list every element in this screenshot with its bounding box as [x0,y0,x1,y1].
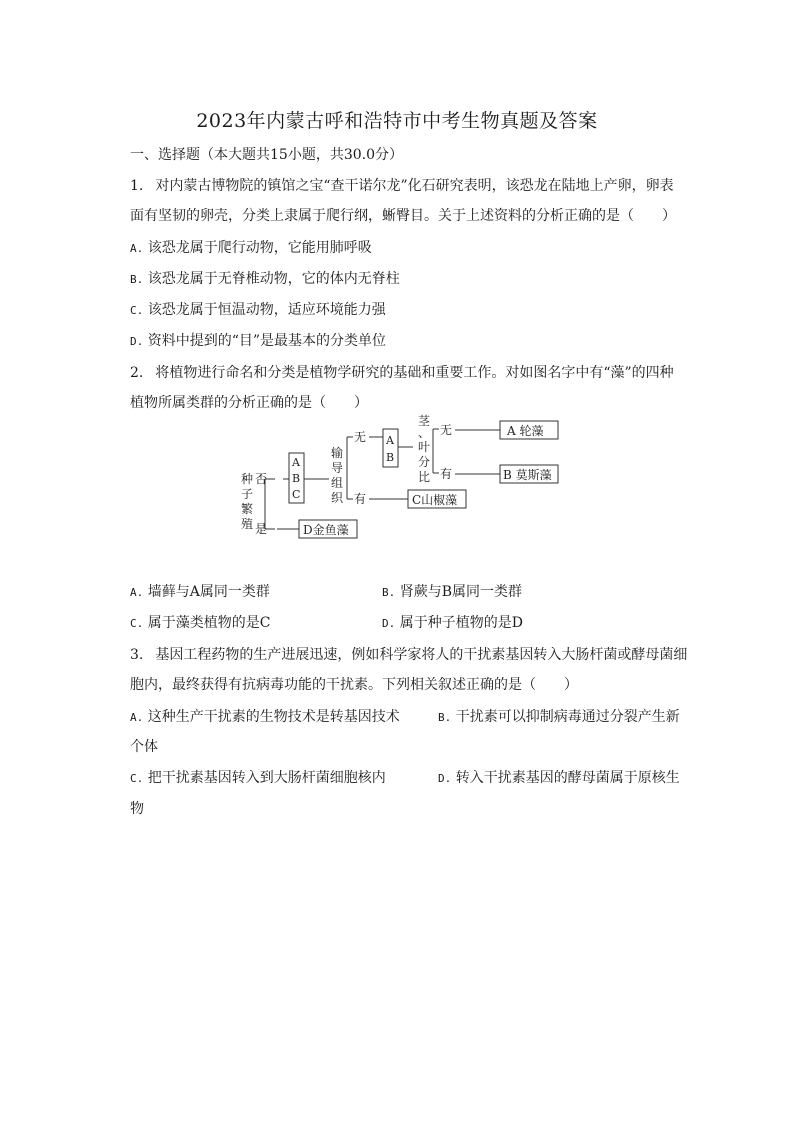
option-text: 转入干扰素基因的酵母菌属于原核生 [455,770,680,786]
q3-number: 3. [130,647,144,663]
diagram-tissue-char: 输 [331,446,344,460]
q2-number: 2. [130,365,144,381]
q2-option-b [382,583,522,602]
option-label: C. [130,772,144,785]
q1-number: 1. [130,178,144,194]
option-text: 属于种子植物的是D [399,615,523,631]
q2-option-d [382,614,523,633]
option-text: 肾蕨与B属同一类群 [399,584,522,600]
q2-stem-text: 将植物进行命名和分类是植物学研究的基础和重要工作。对如图名字中有“藻”的四种 [155,365,674,381]
diagram-leaf-b: B 莫斯藻 [503,468,552,482]
diagram-leaf-d: D金鱼藻 [303,523,349,537]
option-label: B. [382,586,396,599]
option-text: 该恐龙属于无脊椎动物，它的体内无脊柱 [147,271,400,287]
q3-option-d-continued: 物 [130,801,144,817]
q3-option-b-continued: 个体 [130,739,158,755]
q3-option-c [130,769,386,788]
diagram-root-char: 殖 [241,517,254,531]
q1-option-d [130,332,386,351]
diagram-box2-letter: A [386,434,394,447]
diagram-tissue-char: 织 [331,491,344,505]
q1-option-b [130,270,400,289]
q3-stem-line1 [130,646,687,664]
classification-diagram [225,413,565,543]
q2-stem-line1 [130,364,674,382]
diagram-yes-label: 是 [255,522,268,536]
q1-stem-line1 [130,177,674,195]
option-text: 把干扰素基因转入到大肠杆菌细胞核内 [147,770,386,786]
diagram-box1-letter: A [292,456,300,469]
diagram-box1-letter: C [292,488,301,501]
q3-option-a [130,708,400,727]
option-label: C. [130,617,144,630]
diagram-stemleaf-char: 茎 [418,414,431,428]
diagram-root-char: 种 [241,472,254,486]
option-text: 资料中提到的“目”是最基本的分类单位 [147,333,387,349]
diagram-box2-letter: B [386,451,395,464]
q2-option-a [130,583,270,602]
option-label: D. [438,772,452,785]
diagram-stemleaf-char: 、 [418,426,431,440]
q3-stem-text: 基因工程药物的生产进展迅速，例如科学家将人的干扰素基因转入大肠杆菌或酵母菌细 [155,647,688,663]
q1-stem-line2: 面有坚韧的卵壳，分类上隶属于爬行纲，蜥臀目。关于上述资料的分析正确的是（ ） [130,208,676,224]
option-text: 墙藓与A属同一类群 [147,584,270,600]
diagram-stemleaf-char: 分 [418,455,431,469]
diagram-you2-label: 有 [440,467,453,481]
option-label: B. [438,711,452,724]
option-label: A. [130,711,144,724]
option-text: 该恐龙属于恒温动物，适应环境能力强 [147,302,386,318]
q1-option-c [130,301,386,320]
diagram-leaf-c: C山椒藻 [412,493,458,507]
diagram-box1-letter: B [292,472,301,485]
section-heading: 一、选择题（本大题共15小题，共30.0分） [130,147,403,163]
option-label: B. [130,273,144,286]
page-title: 2023年内蒙古呼和浩特市中考生物真题及答案 [196,110,598,132]
diagram-tissue-char: 组 [331,476,344,490]
diagram-wu2-label: 无 [440,423,453,437]
option-text: 这种生产干扰素的生物技术是转基因技术 [147,709,400,725]
option-text: 属于藻类植物的是C [147,615,271,631]
q3-stem-line2: 胞内，最终获得有抗病毒功能的干扰素。下列相关叙述正确的是（ ） [130,677,578,693]
option-label: C. [130,304,144,317]
q3-option-d [438,769,680,788]
option-label: A. [130,242,144,255]
option-label: D. [382,617,396,630]
diagram-root-char: 子 [241,487,254,501]
diagram-wu-label: 无 [354,430,367,444]
diagram-root-char: 繁 [241,502,254,516]
option-label: D. [130,335,144,348]
q1-stem-text: 对内蒙古博物院的镇馆之宝“查干诺尔龙”化石研究表明，该恐龙在陆地上产卵，卵表 [155,178,674,194]
diagram-stemleaf-char: 比 [418,470,431,484]
diagram-no-label: 否 [255,472,268,486]
diagram-tissue-char: 导 [331,461,344,475]
diagram-stemleaf-char: 叶 [418,440,431,454]
q3-option-b [438,708,680,727]
q2-option-c [130,614,270,633]
q2-stem-line2: 植物所属类群的分析正确的是（ ） [130,395,368,411]
option-label: A. [130,586,144,599]
option-text: 干扰素可以抑制病毒通过分裂产生新 [455,709,680,725]
diagram-leaf-a: A 轮藻 [507,424,544,438]
diagram-you-label: 有 [354,492,367,506]
q1-option-a [130,239,372,258]
option-text: 该恐龙属于爬行动物，它能用肺呼吸 [147,240,372,256]
